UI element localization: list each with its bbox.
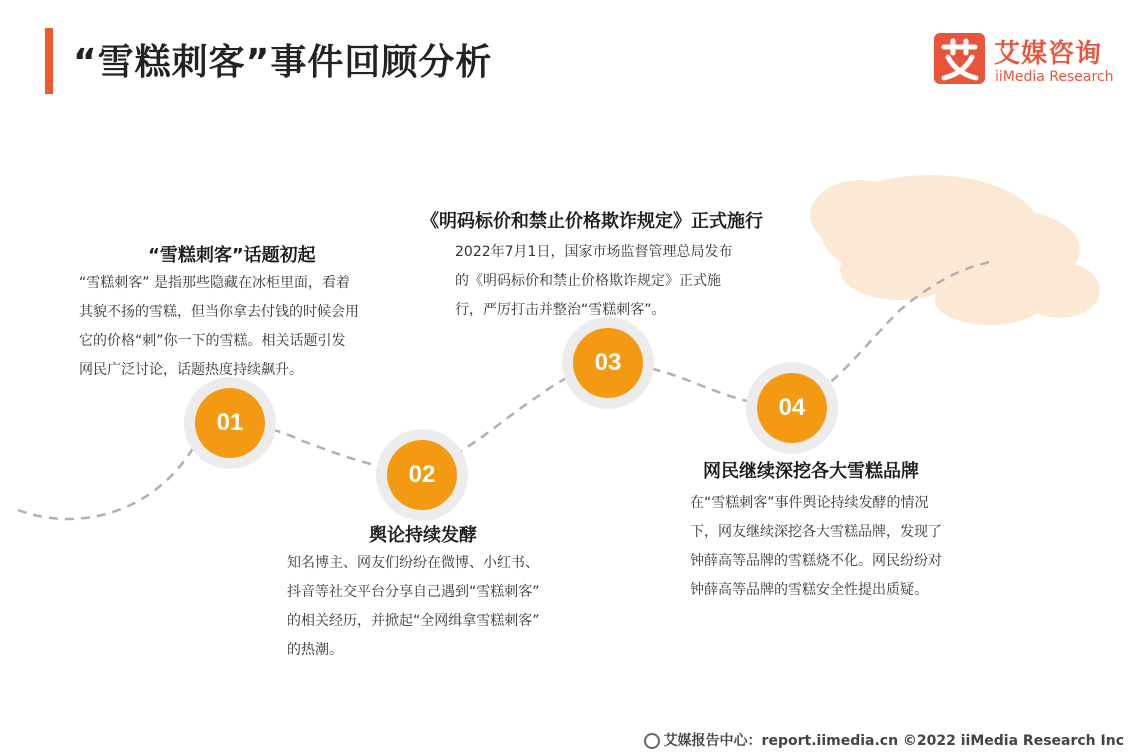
cloud-decoration (810, 175, 1100, 325)
logo-name-cn: 艾媒咨询 (994, 39, 1103, 69)
event-02-body (287, 549, 540, 665)
marker-number: 04 (757, 373, 827, 443)
timeline-marker-03 (562, 317, 654, 409)
event-03-line: 行，严厉打击并整治“雪糕刺客”。 (455, 302, 666, 318)
timeline-marker-04 (746, 362, 838, 454)
event-02-line: 知名博主、网友们纷纷在微博、小红书、 (287, 555, 539, 571)
event-02-line: 的热潮。 (287, 642, 343, 658)
footer (644, 730, 1124, 750)
event-04-line: 在“雪糕刺客”事件舆论持续发酵的情况 (690, 495, 929, 511)
event-04-heading: 网民继续深挖各大雪糕品牌 (703, 461, 919, 482)
event-04-body (690, 489, 942, 605)
event-03-line: 的《明码标价和禁止价格欺诈规定》正式施 (455, 273, 721, 289)
event-01-heading: “雪糕刺客”话题初起 (148, 245, 316, 266)
event-01-line: 它的价格“刺”你一下的雪糕。相关话题引发 (79, 333, 346, 349)
event-01-body (79, 269, 359, 385)
timeline-marker-02 (376, 429, 468, 521)
event-04-line: 下，网友继续深挖各大雪糕品牌，发现了 (690, 524, 942, 540)
event-01-line: 其貌不扬的雪糕，但当你拿去付钱的时候会用 (79, 304, 359, 320)
event-02-line: 抖音等社交平台分享自己遇到“雪糕刺客” (287, 584, 540, 600)
footer-text: 艾媒报告中心：report.iimedia.cn ©2022 iiMedia Research Inc (663, 733, 1124, 749)
event-03-line: 2022年7月1日，国家市场监督管理总局发布 (455, 244, 733, 260)
globe-icon (644, 733, 660, 749)
logo-name-en: iiMedia Research (995, 69, 1114, 85)
event-04-line: 钟薛高等品牌的雪糕安全性提出质疑。 (690, 582, 928, 598)
timeline-marker-01 (184, 377, 276, 469)
marker-number: 01 (195, 388, 265, 458)
event-03-body (455, 238, 732, 325)
event-01-line: “雪糕刺客” 是指那些隐藏在冰柜里面，看着 (79, 275, 350, 291)
page-title: “雪糕刺客”事件回顾分析 (73, 42, 493, 83)
event-04-line: 钟薛高等品牌的雪糕烧不化。网民纷纷对 (690, 553, 942, 569)
marker-number: 03 (573, 328, 643, 398)
event-03-heading: 《明码标价和禁止价格欺诈规定》正式施行 (421, 211, 763, 232)
marker-number: 02 (387, 440, 457, 510)
event-02-line: 的相关经历，并掀起“全网缉拿雪糕刺客” (287, 613, 540, 629)
event-02-heading: 舆论持续发酵 (369, 525, 477, 546)
event-01-line: 网民广泛讨论，话题热度持续飙升。 (79, 362, 303, 378)
